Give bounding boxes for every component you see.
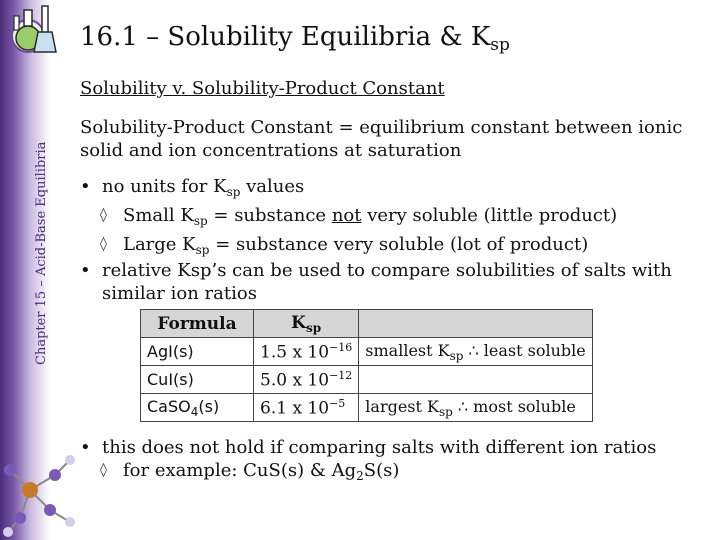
cell-ksp: 1.5 x $10^{-16}$ bbox=[254, 338, 359, 366]
cell-formula: CuI(s) bbox=[141, 366, 254, 394]
bullet-relative-ksp bbox=[80, 259, 680, 305]
section-subtitle: Solubility v. Solubility-Product Constant bbox=[80, 78, 445, 99]
chapter-label: Chapter 15 – Acid-Base Equilibria bbox=[34, 141, 49, 365]
molecule-icon bbox=[0, 440, 80, 540]
header-ksp: $K_{sp}$ bbox=[254, 310, 359, 338]
cell-formula: AgI(s) bbox=[141, 338, 254, 366]
cell-note: largest $K_{sp}$ ∴ most soluble bbox=[359, 394, 592, 422]
sub-item-large-ksp: ◊ Large $K_{sp}$ = substance very soluble (lot of product) bbox=[80, 233, 617, 262]
bullet-icon: • bbox=[80, 260, 91, 281]
bullet-different-ratios bbox=[80, 436, 680, 488]
definition-text: Solubility-Product Constant = equilibrium constant between ionic solid and ion concentrations at saturation bbox=[80, 117, 683, 161]
bullet-text: relative Ksp’s can be used to compare solubilities of salts with similar ion ratios bbox=[102, 260, 672, 304]
bullet-text: this does not hold if comparing salts with different ion ratios bbox=[102, 437, 657, 458]
table-row bbox=[141, 366, 593, 394]
header-formula: Formula bbox=[141, 310, 254, 338]
bullet-text: no units for $K_{sp}$ values bbox=[102, 176, 305, 199]
cell-note: smallest $K_{sp}$ ∴ least soluble bbox=[359, 338, 592, 366]
diamond-icon: ◊ bbox=[100, 462, 107, 478]
table-row bbox=[141, 394, 593, 422]
diamond-icon: ◊ bbox=[100, 207, 107, 223]
chemistry-flask-icon bbox=[2, 2, 62, 62]
bullet-icon: • bbox=[80, 437, 91, 458]
ksp-table bbox=[140, 309, 593, 422]
bullet-no-units bbox=[80, 175, 617, 262]
header-blank bbox=[359, 310, 592, 338]
bullet-icon: • bbox=[80, 176, 91, 197]
table-row bbox=[141, 338, 593, 366]
cell-ksp: 5.0 x $10^{-12}$ bbox=[254, 366, 359, 394]
table-header-row bbox=[141, 310, 593, 338]
page-title: 16.1 – Solubility Equilibria & $K_{sp}$ bbox=[80, 22, 510, 55]
sub-item-small-ksp: ◊ Small $K_{sp}$ = substance not very soluble (little product) bbox=[80, 204, 617, 233]
cell-formula: CaSO$_4$(s) bbox=[141, 394, 254, 422]
cell-ksp: 6.1 x $10^{-5}$ bbox=[254, 394, 359, 422]
diamond-icon: ◊ bbox=[100, 236, 107, 252]
cell-note bbox=[359, 366, 592, 394]
sub-item-example: ◊ for example: CuS(s) & $Ag_2S(s)$ bbox=[80, 459, 680, 488]
